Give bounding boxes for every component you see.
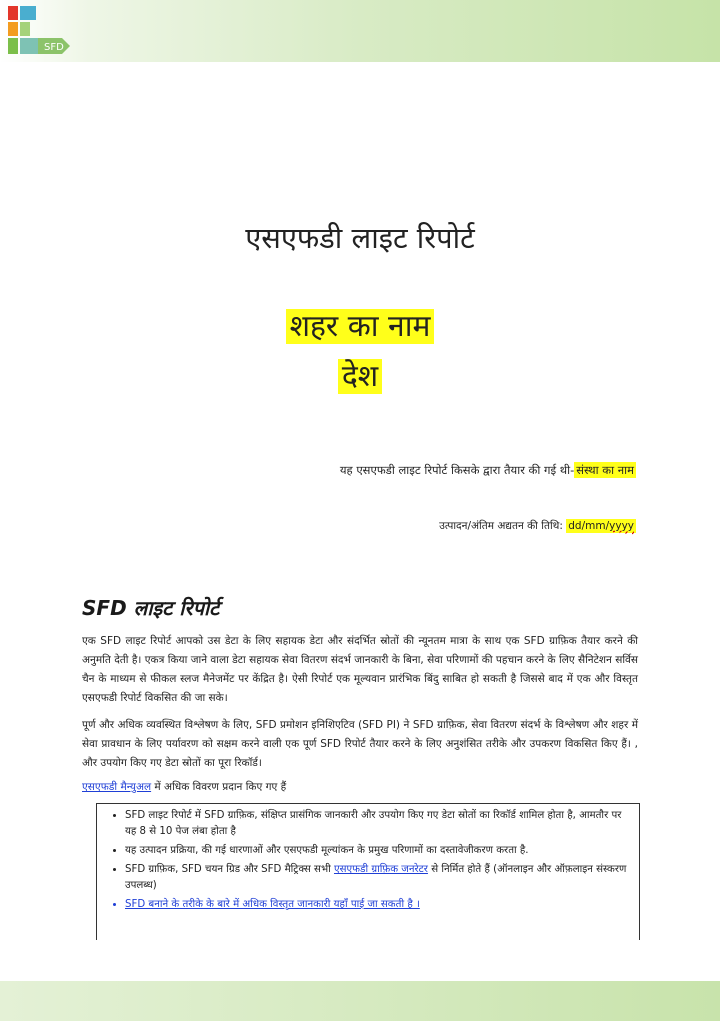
header-band — [0, 0, 720, 62]
date-label: उत्पादन/अंतिम अद्यतन की तिथि: — [439, 520, 563, 532]
organisation-name: संस्था का नाम — [576, 463, 634, 477]
logo-bar-teal — [20, 38, 38, 54]
list-item-text: SFD ग्राफ़िक, SFD चयन ग्रिड और SFD मैट्रिक्स सभी — [125, 864, 334, 875]
prepared-by-line — [340, 463, 636, 478]
logo-bar-orange — [8, 22, 18, 36]
footer-band — [0, 981, 720, 1021]
country-name: देश — [338, 359, 382, 394]
section-heading: SFD लाइट रिपोर्ट — [82, 596, 220, 620]
date-value-prefix: dd/mm/ — [568, 520, 610, 532]
city-name: शहर का नाम — [286, 309, 435, 344]
city-name-placeholder — [0, 304, 720, 345]
logo-bar-blue — [20, 6, 36, 20]
list-item: • यह उत्पादन प्रक्रिया, की गई धारणाओं और एसएफडी मूल्यांकन के प्रमुख परिणामों का दस्तावेजीकरण करता है. — [125, 843, 639, 859]
graphic-generator-link[interactable]: एसएफडी ग्राफ़िक जनरेटर — [333, 864, 428, 875]
date-value-year: yyyy — [609, 520, 634, 532]
intro-paragraph-2: पूर्ण और अधिक व्यवस्थित विश्लेषण के लिए, SFD प्रमोशन इनिशिएटिव (SFD PI) ने SFD ग्राफ़िक, सेवा वितरण संदर्भ के विश्लेषण और शहर में सेवा प्रावधान के लिए पर्यावरण को सक्षम करने वाली एक पूर्ण SFD रिपोर्ट तैयार करने के लिए अनुशंसित तरीके और उपकरण विकसित किए हैं। , और उपयोग किए गए डेटा स्रोतों का पूरा रिकॉर्ड। — [82, 719, 638, 769]
logo-text: SFD — [44, 42, 64, 53]
list-item: • SFD लाइट रिपोर्ट में SFD ग्राफ़िक, संक्षिप्त प्रासंगिक जानकारी और उपयोग किए गए डेटा स्रोतों का रिकॉर्ड शामिल होता है, आमतौर पर यह 8 से 10 पेज लंबा होता है — [125, 808, 639, 840]
logo-bar-green — [8, 38, 18, 54]
logo-bar-lightgreen — [20, 22, 30, 36]
list-item-text: से निर्मित होते हैं (ऑनलाइन और ऑफ़लाइन संस्करण उपलब्ध) — [125, 864, 627, 891]
summary-box — [96, 803, 640, 940]
sfd-manual-link[interactable]: एसएफडी मैन्युअल — [82, 781, 152, 793]
more-info-link[interactable]: • SFD बनाने के तरीके के बारे में अधिक विस्तृत जानकारी यहाँ पाई जा सकती है । — [125, 897, 639, 913]
manual-reference — [82, 780, 286, 794]
manual-reference-text: में अधिक विवरण प्रदान किए गए हैं — [151, 781, 287, 793]
sfd-logo — [6, 4, 72, 58]
summary-list — [97, 808, 639, 913]
report-title: एसएफडी लाइट रिपोर्ट — [245, 221, 475, 255]
date-value — [566, 519, 636, 533]
logo-bar-red — [8, 6, 18, 20]
country-placeholder — [0, 354, 720, 395]
list-item — [125, 862, 639, 894]
intro-paragraph-1: एक SFD लाइट रिपोर्ट आपको उस डेटा के लिए सहायक डेटा और संदर्भित स्रोतों की न्यूनतम मात्रा के साथ एक SFD ग्राफ़िक तैयार करने की अनुमति देती है। एकत्र किया जाने वाला डेटा सहायक सेवा वितरण संदर्भ जानकारी के बिना, सेवा परिणामों की पहचान करने के लिए सैनिटेशन सर्विस चैन के माध्यम से फीकल स्लज मैनेजमेंट पर केंद्रित है। ऐसी रिपोर्ट एक मूल्यवान प्रारंभिक बिंदु साबित हो सकती है जिससे बाद में एक और विस्तृत एसएफडी रिपोर्ट विकसित की जा सके। — [82, 635, 638, 704]
prepared-by-label: यह एसएफडी लाइट रिपोर्ट किसके द्वारा तैयार की गई थी- — [339, 463, 575, 477]
date-line — [439, 519, 636, 533]
